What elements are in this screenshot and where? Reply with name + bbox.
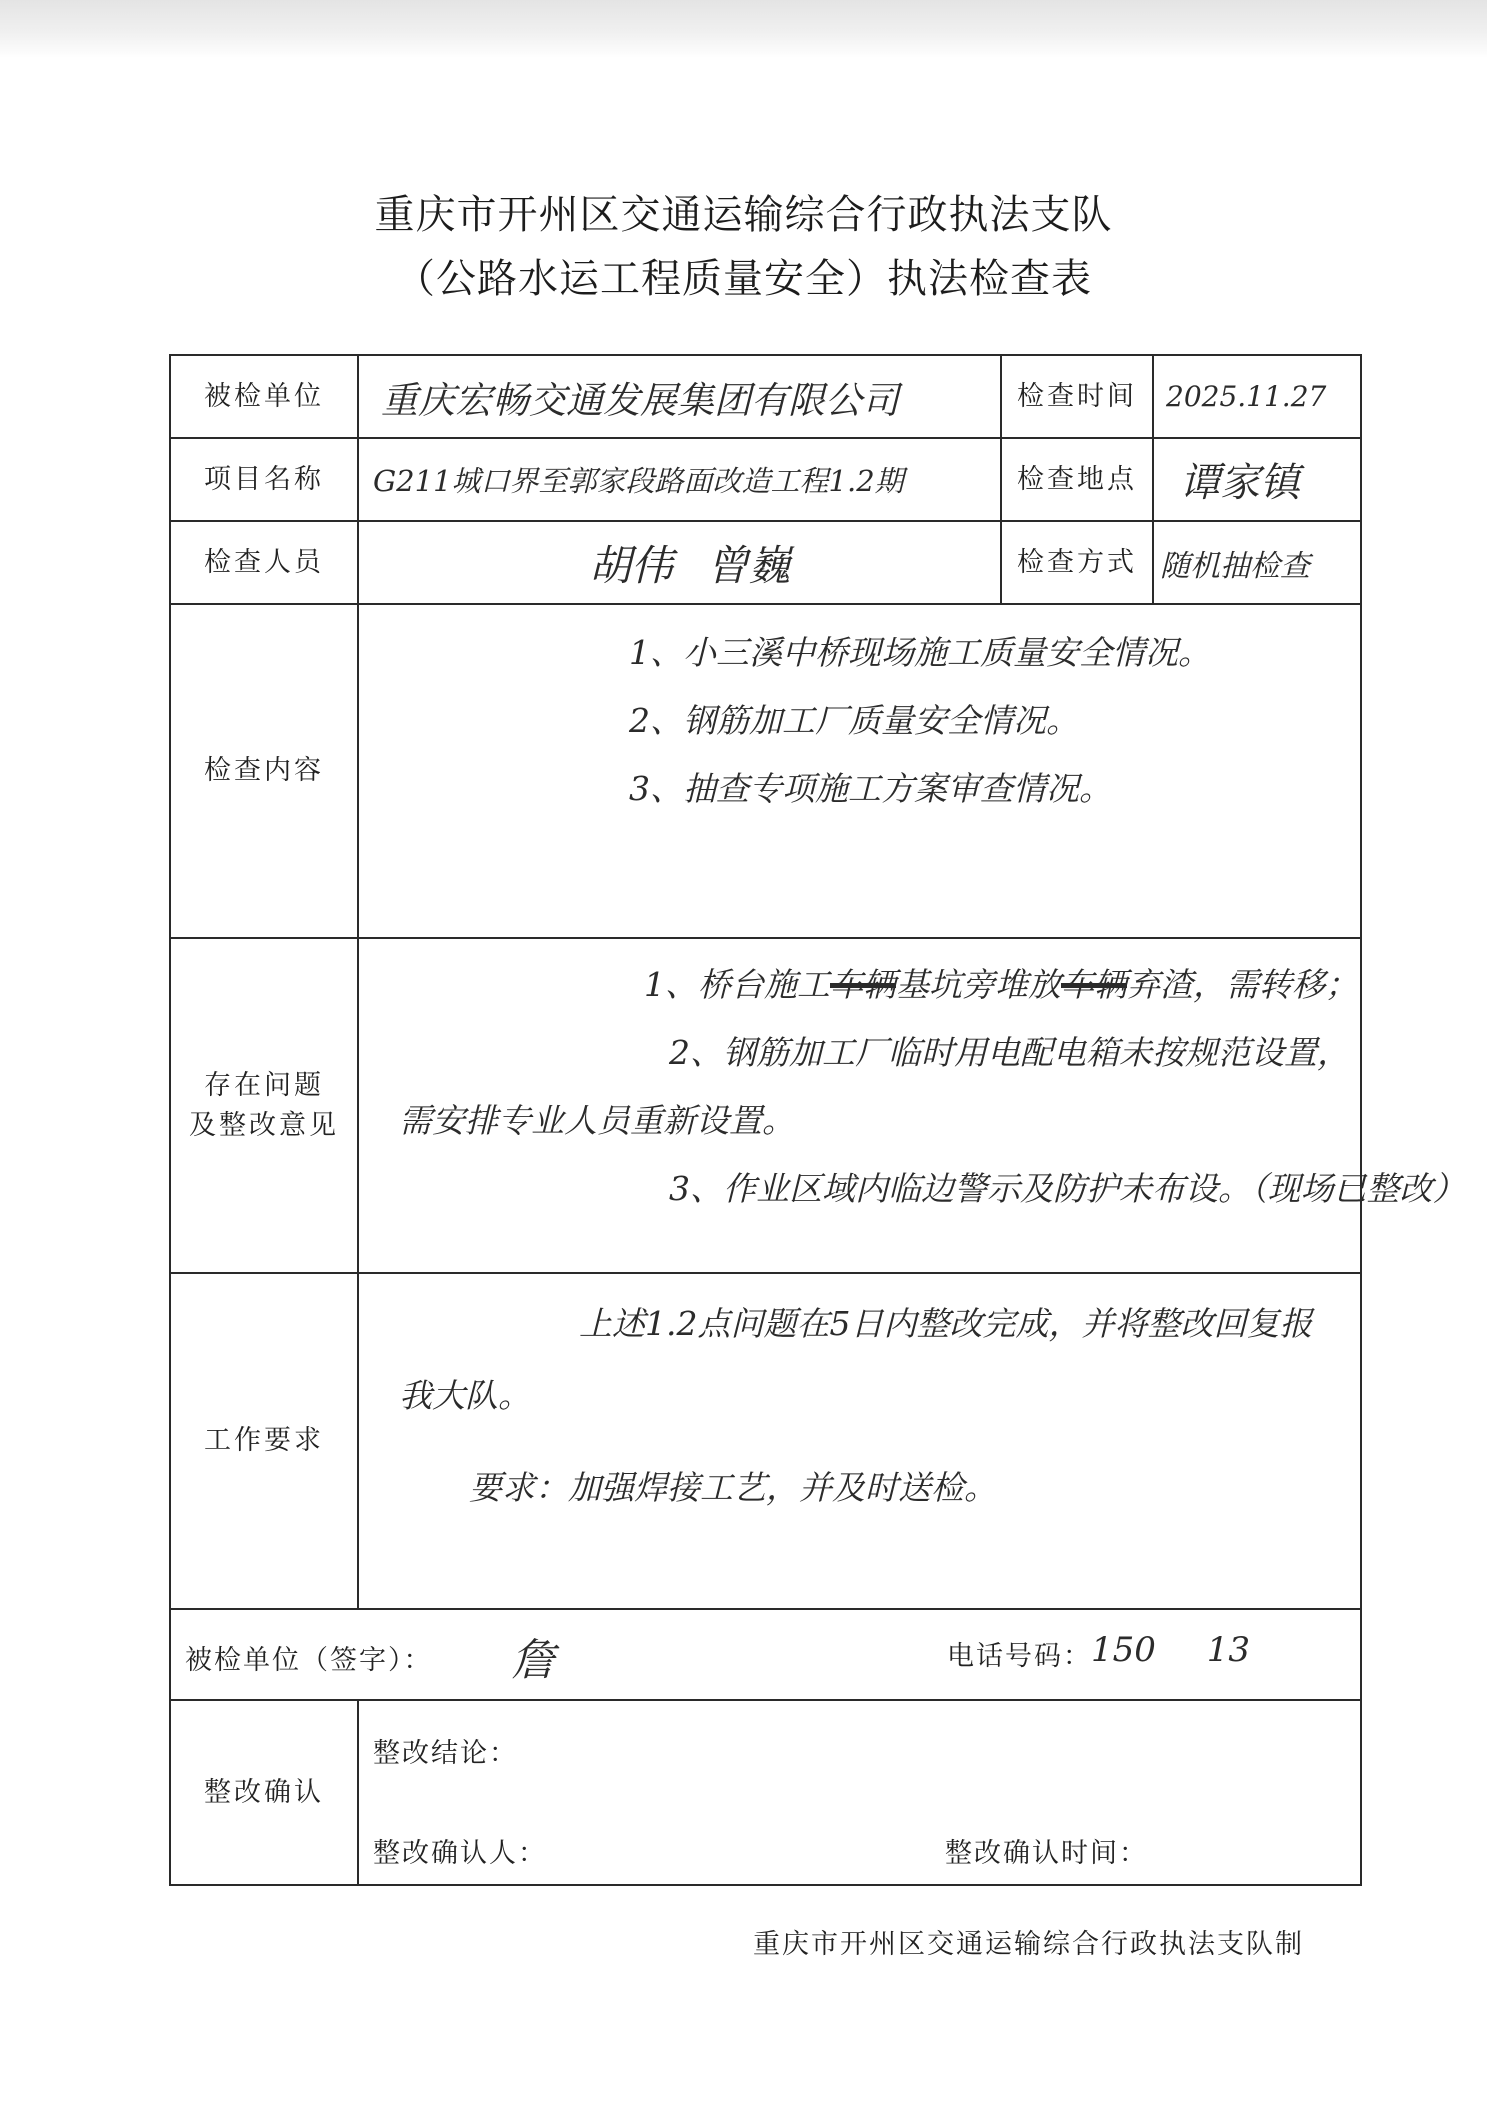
inspection-place-value: 谭家镇 [1180,460,1300,506]
row-requirements [170,1273,1361,1609]
requirements-label: 工作要求 [170,1273,358,1609]
requirement-line-2: 我大队。 [399,1376,531,1415]
inspection-method-cell [1153,521,1361,604]
project-name-value: G211城口界至郭家段路面改造工程1.2期 [373,464,904,498]
phone-label: 电话号码： [947,1641,1092,1672]
rectification-time-label: 整改确认时间： [945,1838,1148,1869]
content-item-2: 2、钢筋加工厂质量安全情况。 [629,701,1079,740]
inspection-place-label: 检查地点 [1001,438,1153,521]
problems-label [170,938,358,1273]
problem-1-part-c: 弃渣，需转移； [1127,965,1358,1004]
requirements-cell [358,1273,1361,1609]
row-content [170,604,1361,938]
requirement-line-1: 上述1.2点问题在5日内整改完成，并将整改回复报 [579,1304,1313,1343]
project-name-cell [358,438,1001,521]
inspection-method-value: 随机抽检查 [1160,548,1310,584]
content-cell [358,604,1361,938]
problem-1-part-b: 基坑旁堆放 [896,965,1061,1004]
content-item-3: 3、抽查专项施工方案审查情况。 [629,769,1112,808]
requirement-line-3: 要求：加强焊接工艺，并及时送检。 [469,1468,997,1507]
phone-value: 150 13 [1091,1630,1250,1670]
rectification-confirmer-label: 整改确认人： [373,1838,547,1869]
signature-cell [170,1609,1361,1700]
problem-1-struck-word-a: 车辆 [830,965,896,1004]
problem-item-2-cont: 需安排专业人员重新设置。 [399,1101,795,1140]
problem-item-2: 2、钢筋加工厂临时用电配电箱未按规范设置， [669,1033,1350,1072]
inspection-place-cell [1153,438,1361,521]
inspected-unit-label: 被检单位 [170,355,358,438]
inspection-time-value: 2025.11.27 [1166,380,1327,413]
row-signature [170,1609,1361,1700]
form-footer: 重庆市开州区交通运输综合行政执法支队制 [753,1929,1304,1960]
scan-edge [0,0,1487,58]
rectification-label: 整改确认 [170,1700,358,1885]
content-item-1: 1、小三溪中桥现场施工质量安全情况。 [629,633,1211,672]
signature-value: 詹 [511,1635,555,1686]
content-label: 检查内容 [170,604,358,938]
row-inspectors [170,521,1361,604]
inspection-method-label: 检查方式 [1001,521,1153,604]
row-project-name [170,438,1361,521]
problem-1-struck-word-b: 车辆 [1061,965,1127,1004]
problem-1-part-a: 1、桥台施工 [644,965,830,1004]
problem-item-3: 3、作业区域内临边警示及防护未布设。（现场已整改） [669,1169,1466,1208]
inspection-time-label: 检查时间 [1001,355,1153,438]
inspected-unit-cell [358,355,1001,438]
inspected-unit-value: 重庆宏畅交通发展集团有限公司 [381,378,899,422]
form-subtitle: （公路水运工程质量安全）执法检查表 [395,256,1092,302]
row-problems [170,938,1361,1273]
row-rectification [170,1700,1361,1885]
problems-cell [358,938,1466,1273]
inspectors-cell [358,521,1001,604]
project-name-label: 项目名称 [170,438,358,521]
problem-item-1 [399,951,1358,1019]
problems-label-line2: 及整改意见 [189,1109,339,1141]
inspectors-value: 胡伟 曾巍 [589,540,791,590]
problems-label-line1: 存在问题 [204,1069,324,1101]
form-title: 重庆市开州区交通运输综合行政执法支队 [374,192,1113,238]
rectification-conclusion-label: 整改结论： [373,1738,518,1769]
signature-label: 被检单位（签字）： [185,1645,433,1676]
row-inspected-unit [170,355,1361,438]
inspection-form-table [169,354,1466,1886]
inspectors-label: 检查人员 [170,521,358,604]
inspection-time-cell [1153,355,1361,438]
rectification-cell [358,1700,1361,1885]
